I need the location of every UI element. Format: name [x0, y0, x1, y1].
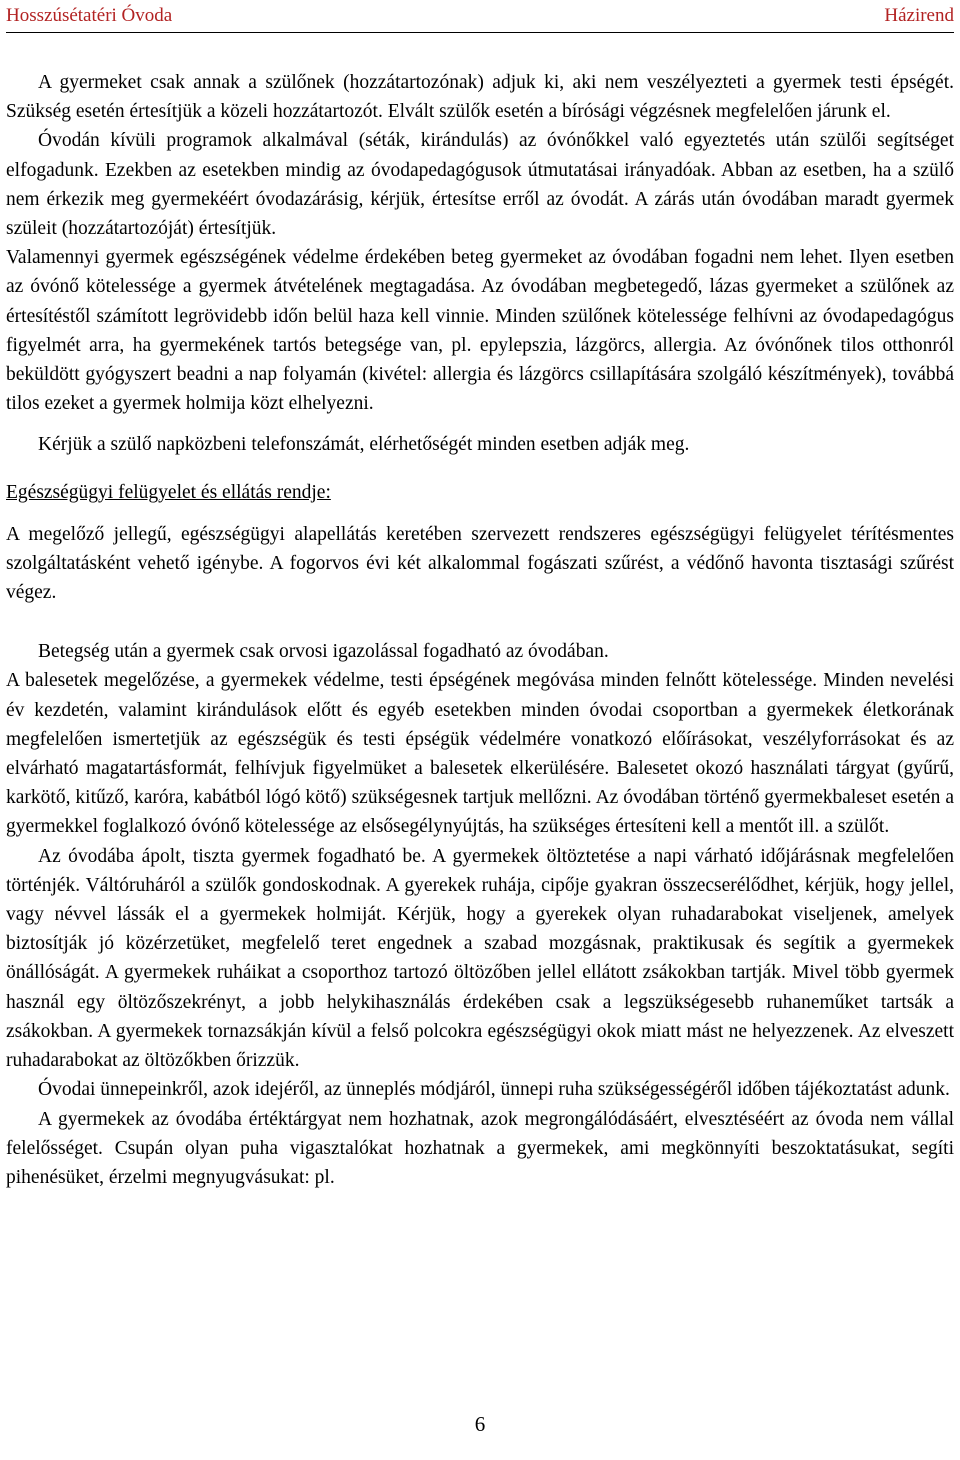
paragraph-health-care: A megelőző jellegű, egészségügyi alapellátás keretében szervezett rendszeres egészségügyi felügyelet térítésmentes szolgáltatásként vehető igénybe. A fogorvos évi két alkalommal fogászati szűrést, a védőnő havonta tisztasági szűrést végez.: [6, 523, 954, 604]
page-body: [6, 68, 954, 1192]
section-heading: Egészségügyi felügyelet és ellátás rendje:: [6, 481, 331, 503]
header-institution: Hosszúsétatéri Óvoda: [6, 5, 173, 26]
paragraph-after-illness: Betegség után a gyermek csak orvosi igazolással fogadható az óvodában.: [38, 641, 609, 663]
paragraph-handover: A gyermeket csak annak a szülőnek (hozzátartozónak) adjuk ki, aki nem veszélyezteti a gyermek testi épségét. Szükség esetén értesítjük a közeli hozzátartozót. Elvált szülők esetén a bírósági végzésnek megfelelően járunk el.: [6, 72, 954, 123]
header-document-title: Házirend: [884, 5, 954, 26]
page-number: 6: [474, 1412, 486, 1436]
paragraph-outings: Óvodán kívüli programok alkalmával (séták, kirándulás) az óvónőkkel való egyeztetés után szülői segítséget elfogadunk. Ezekben az esetekben mindig az óvodapedagógusok útmutatásai irányadóak. Abban az esetben, ha a szülő nem érkezik meg gyermekéért óvodazárásig, kérjük, értesítse erről az óvodát. A zárás után óvodában maradt gyermek szüleit (hozzátartozóját) értesítjük.: [6, 130, 954, 240]
paragraph-celebrations: Óvodai ünnepeinkről, azok idejéről, az ünneplés módjáról, ünnepi ruha szükségességéről időben tájékoztatást adunk.: [38, 1079, 950, 1101]
page-header: [6, 2, 954, 33]
paragraph-valuables: A gyermekek az óvodába értéktárgyat nem hozhatnak, azok megrongálódásáért, elvesztéséért az óvoda nem vállal felelősséget. Csupán olyan puha vigasztalókat hozhatnak a gyermekek, ami megkönnyíti beszoktatásukat, segíti pihenésüket, érzelmi megnyugvásukat: pl.: [6, 1108, 954, 1188]
paragraph-accidents: A balesetek megelőzése, a gyermekek védelme, testi épségének megóvása minden felnőtt kötelessége. Minden nevelési év kezdetén, valamint kirándulások előtt és egyéb esetekben minden óvodai csoportban a gyermekek életkorának megfelelően ismertetjük az egészségük és testi épségük védelmére vonatkozó előírásokat, veszélyforrásokat és az elvárható magatartásformát, felhívjuk figyelmüket a balesetek elkerülésére. Balesetet okozó használati tárgyat (gyűrű, karkötő, kitűző, karóra, kabátból lógó kötő) szükségesnek tartjuk mellőzni. Az óvodában történő gyermekbaleset esetén a gyermekkel foglalkozó óvónő kötelessége az elsősegélynyújtás, ha szükséges értesíteni kell a mentőt ill. a szülőt.: [6, 670, 954, 838]
paragraph-illness: Valamennyi gyermek egészségének védelme érdekében beteg gyermeket az óvodában fogadni nem lehet. Ilyen esetben az óvónő kötelessége a gyermek átvételének megtagadása. Az óvodában megbetegedő, lázas gyermeket a szülőnek az értesítéstől számított legrövidebb időn belül haza kell vinnie. Minden szülőnek kötelessége felhívni az óvodapedagógus figyelmét arra, ha gyermekének tartós betegsége van, pl. epylepszia, lázgörcs, allergia. Az óvónőnek tilos otthonról beküldött gyógyszert beadni a nap folyamán (kivétel: allergia és lázgörcs csillapítására szolgáló készítmények), továbbá tilos ezeket a gyermek holmija közt elhelyezni.: [6, 247, 954, 415]
paragraph-phone: Kérjük a szülő napközbeni telefonszámát, elérhetőségét minden esetben adják meg.: [38, 434, 690, 456]
paragraph-clothing: Az óvodába ápolt, tiszta gyermek fogadható be. A gyermekek öltöztetése a napi várható időjárásnak megfelelően történjék. Váltóruháról a szülők gondoskodnak. A gyerekek ruhája, cipője gyakran összecserélődhet, kérjük, hogy jellel, vagy névvel lássák el a gyermekek holmiját. Kérjük, hogy a gyerekek olyan ruhadarabokat viseljenek, amelyek biztosítják jó közérzetüket, megfelelő teret engednek a szabad mozgásnak, praktikusak és segítik a gyermekek önállóságát. A gyermekek ruháikat a csoporthoz tartozó öltözőben jellel ellátott zsákokban tartják. Mivel több gyermek használ egy öltözőszekrényt, a jobb helykihasználás érdekében csak a legszükségesebb ruhaneműket tartsák a zsákokban. A gyermekek tornazsákján kívül a felső polcokra egészségügyi okok miatt mást ne helyezzenek. Az elveszett ruhadarabokat az öltözőkben őrizzük.: [6, 845, 954, 1072]
